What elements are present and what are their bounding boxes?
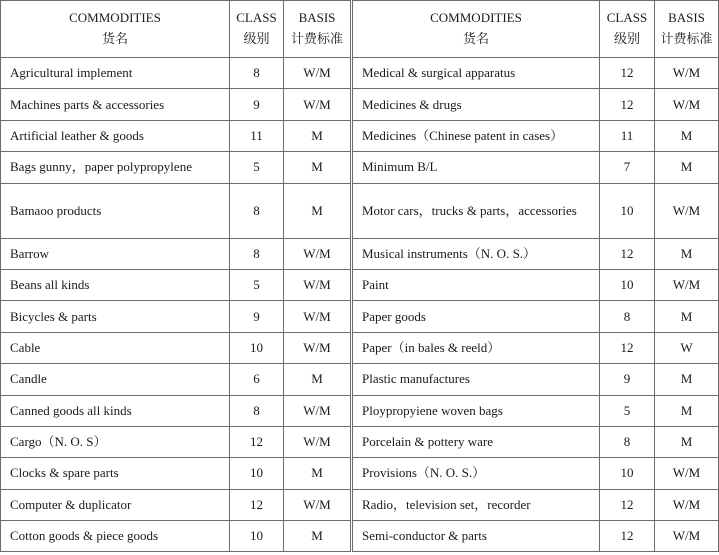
right-basis-value: W — [655, 332, 719, 363]
header-class-right — [600, 1, 655, 58]
left-commodity-name: Canned goods all kinds — [1, 395, 230, 426]
left-basis-value: M — [284, 183, 352, 238]
right-basis-value: W/M — [655, 269, 719, 300]
right-commodity-name: Radio，television set，recorder — [352, 489, 600, 520]
right-basis-value: W/M — [655, 489, 719, 520]
left-class-value: 6 — [230, 364, 284, 395]
left-commodity-name: Clocks & spare parts — [1, 458, 230, 489]
left-commodity-name: Cable — [1, 332, 230, 363]
table-row — [1, 332, 719, 363]
left-class-value: 8 — [230, 395, 284, 426]
table-row — [1, 426, 719, 457]
left-commodity-name: Beans all kinds — [1, 269, 230, 300]
header-basis-en: BASIS — [298, 10, 336, 25]
header-commodities-en: COMMODITIES — [69, 10, 161, 25]
table-row — [1, 238, 719, 269]
right-class-value: 12 — [600, 332, 655, 363]
left-commodity-name: Barrow — [1, 238, 230, 269]
right-class-value: 10 — [600, 458, 655, 489]
right-class-value: 12 — [600, 238, 655, 269]
right-class-value: 10 — [600, 269, 655, 300]
right-class-value: 9 — [600, 364, 655, 395]
header-basis-en: BASIS — [668, 10, 705, 25]
right-commodity-name: Paper goods — [352, 301, 600, 332]
right-class-value: 8 — [600, 301, 655, 332]
right-class-value: 12 — [600, 89, 655, 120]
header-commodities-left — [1, 1, 230, 58]
table-row — [1, 58, 719, 89]
right-commodity-name: Paper（in bales & reeld） — [352, 332, 600, 363]
left-commodity-name: Machines parts & accessories — [1, 89, 230, 120]
table-row — [1, 152, 719, 183]
right-class-value: 10 — [600, 183, 655, 238]
left-commodity-name: Artificial leather & goods — [1, 120, 230, 151]
right-commodity-name: Plastic manufactures — [352, 364, 600, 395]
left-class-value: 5 — [230, 269, 284, 300]
right-basis-value: M — [655, 364, 719, 395]
left-commodity-name: Bamaoo products — [1, 183, 230, 238]
header-basis-left — [284, 1, 352, 58]
header-class-en: CLASS — [606, 10, 648, 25]
left-basis-value: W/M — [284, 89, 352, 120]
left-basis-value: M — [284, 152, 352, 183]
right-class-value: 12 — [600, 58, 655, 89]
left-basis-value: W/M — [284, 58, 352, 89]
left-class-value: 5 — [230, 152, 284, 183]
right-basis-value: M — [655, 238, 719, 269]
right-class-value: 11 — [600, 120, 655, 151]
left-class-value: 8 — [230, 238, 284, 269]
right-commodity-name: Provisions（N. O. S.） — [352, 458, 600, 489]
header-commodities-en: COMMODITIES — [430, 10, 522, 25]
left-class-value: 10 — [230, 332, 284, 363]
left-class-value: 12 — [230, 426, 284, 457]
right-basis-value: M — [655, 120, 719, 151]
left-basis-value: W/M — [284, 301, 352, 332]
header-basis-zh: 计费标准 — [290, 32, 343, 47]
left-class-value: 12 — [230, 489, 284, 520]
right-basis-value: W/M — [655, 58, 719, 89]
left-commodity-name: Candle — [1, 364, 230, 395]
left-commodity-name: Bags gunny，paper polypropylene — [1, 152, 230, 183]
table-row — [1, 89, 719, 120]
right-commodity-name: Motor cars，trucks & parts，accessories — [352, 183, 600, 238]
right-basis-value: M — [655, 301, 719, 332]
header-class-en: CLASS — [236, 10, 277, 25]
header-basis-right — [655, 1, 719, 58]
table-row — [1, 183, 719, 238]
left-basis-value: M — [284, 521, 352, 552]
right-commodity-name: Medicines & drugs — [352, 89, 600, 120]
table-row — [1, 364, 719, 395]
right-commodity-name: Semi-conductor & parts — [352, 521, 600, 552]
left-class-value: 9 — [230, 301, 284, 332]
left-commodity-name: Agricultural implement — [1, 58, 230, 89]
left-basis-value: W/M — [284, 332, 352, 363]
right-commodity-name: Medicines（Chinese patent in cases） — [352, 120, 600, 151]
right-commodity-name: Paint — [352, 269, 600, 300]
left-class-value: 9 — [230, 89, 284, 120]
header-commodities-zh: 货名 — [462, 32, 489, 47]
table-row — [1, 489, 719, 520]
right-basis-value: M — [655, 152, 719, 183]
left-class-value: 8 — [230, 183, 284, 238]
table-row — [1, 521, 719, 552]
table-row — [1, 301, 719, 332]
left-class-value: 10 — [230, 521, 284, 552]
right-commodity-name: Musical instruments（N. O. S.） — [352, 238, 600, 269]
right-commodity-name: Ploypropyiene woven bags — [352, 395, 600, 426]
right-basis-value: W/M — [655, 183, 719, 238]
left-commodity-name: Computer & duplicator — [1, 489, 230, 520]
right-class-value: 12 — [600, 489, 655, 520]
right-class-value: 7 — [600, 152, 655, 183]
header-class-left — [230, 1, 284, 58]
left-class-value: 10 — [230, 458, 284, 489]
right-commodity-name: Minimum B/L — [352, 152, 600, 183]
left-basis-value: M — [284, 364, 352, 395]
right-commodity-name: Medical & surgical apparatus — [352, 58, 600, 89]
right-class-value: 12 — [600, 521, 655, 552]
left-basis-value: M — [284, 458, 352, 489]
table-row — [1, 395, 719, 426]
left-basis-value: W/M — [284, 238, 352, 269]
left-commodity-name: Cotton goods & piece goods — [1, 521, 230, 552]
right-basis-value: M — [655, 395, 719, 426]
right-class-value: 5 — [600, 395, 655, 426]
table-row — [1, 120, 719, 151]
left-basis-value: W/M — [284, 395, 352, 426]
left-basis-value: W/M — [284, 426, 352, 457]
left-basis-value: W/M — [284, 489, 352, 520]
right-class-value: 8 — [600, 426, 655, 457]
right-basis-value: W/M — [655, 458, 719, 489]
table-row — [1, 269, 719, 300]
header-row — [1, 1, 719, 58]
left-basis-value: W/M — [284, 269, 352, 300]
left-commodity-name: Cargo（N. O. S） — [1, 426, 230, 457]
header-class-zh: 级别 — [613, 32, 640, 47]
header-basis-zh: 计费标准 — [660, 32, 713, 47]
right-basis-value: W/M — [655, 89, 719, 120]
left-basis-value: M — [284, 120, 352, 151]
left-class-value: 8 — [230, 58, 284, 89]
table-row — [1, 458, 719, 489]
left-commodity-name: Bicycles & parts — [1, 301, 230, 332]
header-commodities-right — [352, 1, 600, 58]
right-basis-value: M — [655, 426, 719, 457]
right-commodity-name: Porcelain & pottery ware — [352, 426, 600, 457]
header-class-zh: 级别 — [243, 32, 270, 47]
right-basis-value: W/M — [655, 521, 719, 552]
left-class-value: 11 — [230, 120, 284, 151]
header-commodities-zh: 货名 — [101, 32, 128, 47]
